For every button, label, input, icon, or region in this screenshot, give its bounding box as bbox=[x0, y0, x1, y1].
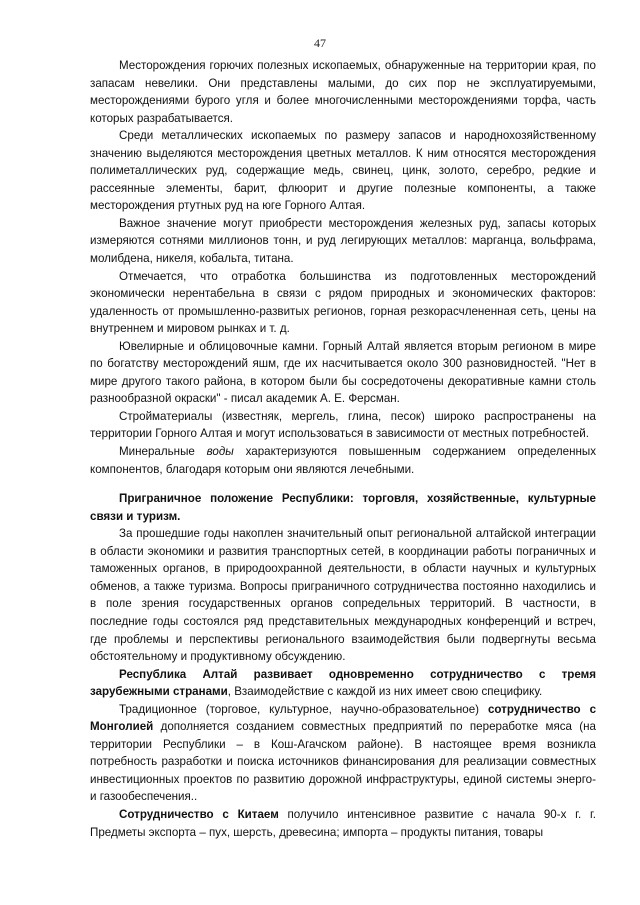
text-run: Традиционное (торговое, культурное, научно-образовательное) bbox=[119, 702, 488, 716]
text-run: , Взаимодействие с каждой из них имеет свою специфику. bbox=[227, 685, 543, 699]
paragraph bbox=[90, 268, 596, 338]
text-run: дополняется созданием совместных предприятий по переработке мяса (на территории Республики – в Кош-Агачском районе). В настоящее время возникла потребность разработки и поиска источников финансирования для реализации совместных инвестиционных проектов по развитию дорожной инфраструктуры, единой системы энерго- и газообеспечения.. bbox=[90, 720, 596, 804]
text-run: Минеральные bbox=[119, 445, 207, 459]
paragraph bbox=[90, 57, 596, 127]
text-run: Важное значение могут приобрести месторождения железных руд, запасы которых измеряются сотнями миллионов тонн, и руд легирующих металлов: марганца, вольфрама, молибдена, никеля, кобальта, титана. bbox=[90, 216, 596, 266]
paragraph bbox=[90, 806, 596, 841]
paragraph bbox=[90, 127, 596, 215]
bold-text: Приграничное положение Республики: торговля, хозяйственные, культурные связи и туризм. bbox=[90, 492, 596, 523]
text-run: характеризуются повышенным содержанием определенных компонентов, благодаря которым они являются лечебными. bbox=[90, 445, 597, 476]
text-run: получило интенсивное развитие с начала 90-х г. г. Предметы экспорта – пух, шерсть, древесина; импорта – продукты питания, товары bbox=[90, 807, 596, 839]
text-run: Среди металлических ископаемых по размеру запасов и народнохозяйственному значению выделяются месторождения цветных металлов. К ним относятся месторождения полиметаллических руд, содержащие медь, свинец, цинк, золото, серебро, редкие и рассеянные элементы, барит, флюорит и другие полезные компоненты, а также месторождения ртутных руд на юге Горного Алтая. bbox=[90, 129, 596, 213]
bold-text: Республика Алтай развивает одновременно сотрудничество с тремя зарубежными странами bbox=[90, 667, 596, 699]
text-run: Месторождения горючих полезных ископаемых, обнаруженные на территории края, по запасам невелики. Они представлены малыми, до сих пор не эксплуатируемыми, месторождениями бурого угля и более многочисленными месторождениями торфа, часть которых разрабатывается. bbox=[90, 59, 596, 125]
text-run: Ювелирные и облицовочные камни. Горный Алтай является вторым регионом в мире по богатству месторождений яшм, где их насчитывается около 300 разновидностей. "Нет в мире другого такого района, в котором были бы сосредоточены декоративные камни столь разнообразной окраски" - писал академик А. Е. Ферсман. bbox=[90, 339, 596, 406]
body-text bbox=[90, 57, 596, 841]
page-number: 47 bbox=[314, 36, 326, 50]
paragraph bbox=[90, 215, 596, 268]
text-run: За прошедшие годы накоплен значительный опыт региональной алтайской интеграции в области экономики и развития транспортных сетей, в координации работы пограничных и таможенных органов, в природоохранной деятельности, в области научных и культурных обменов, а также туризма. Вопросы приграничного сотрудничества постоянно находились и в поле зрения государственных органов сопредельных территорий. В частности, в последние годы состоялся ряд представительных международных конференций и встреч, где проблемы и перспективы регионального взаимодействия были подвергнуты весьма обстоятельному и продуктивному обсуждению. bbox=[90, 527, 596, 664]
bold-text: сотрудничество с Монголией bbox=[90, 702, 597, 734]
paragraph bbox=[90, 408, 596, 443]
paragraph bbox=[90, 525, 596, 665]
text-run: Отмечается, что отработка большинства из подготовленных месторождений экономически нерентабельна в связи с рядом природных и экономических факторов: удаленность от промышленно-развитых регионов, горная резкорасчлененная сеть, цены на внутреннем и мировом рынках и т. д. bbox=[90, 269, 596, 336]
paragraph bbox=[90, 490, 596, 525]
paragraph bbox=[90, 338, 596, 408]
paragraph bbox=[90, 701, 596, 806]
bold-text: Сотрудничество с Китаем bbox=[119, 807, 279, 821]
paragraph bbox=[90, 666, 596, 701]
paragraph bbox=[90, 443, 596, 478]
text-run: Стройматериалы (известняк, мергель, глина, песок) широко распространены на территории Горного Алтая и могут использоваться в зависимости от местных потребностей. bbox=[90, 409, 596, 441]
italic-text: воды bbox=[206, 445, 234, 459]
